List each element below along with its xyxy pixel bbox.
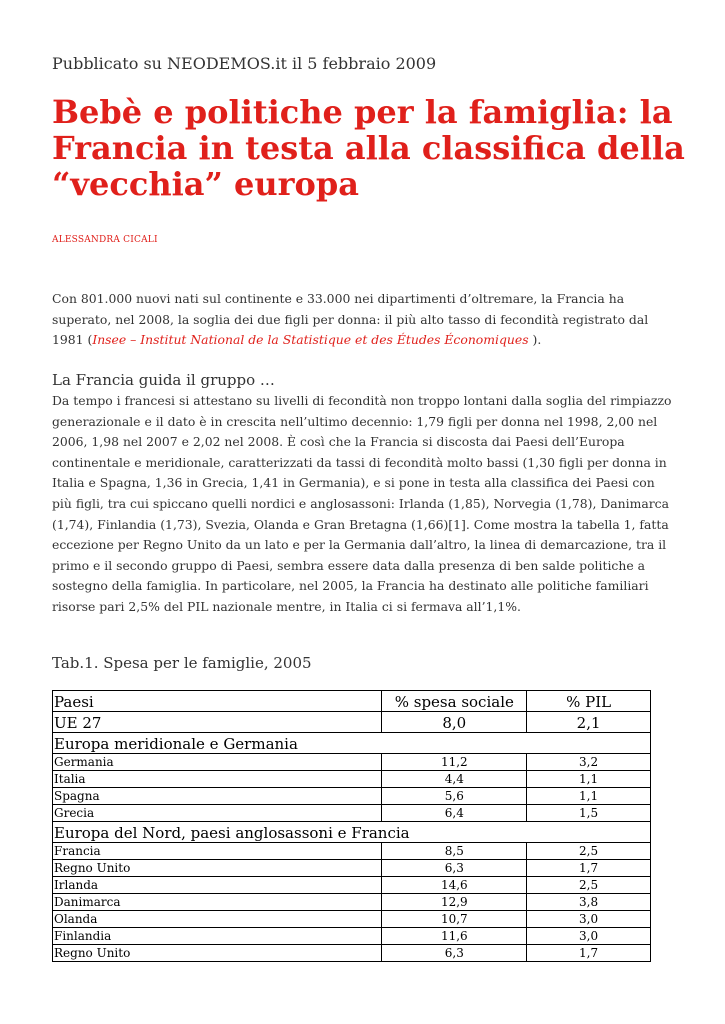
body-paragraph: Da tempo i francesi si attestano su livelli di fecondità non troppo lontani dalla soglia del rimpiazzo generazionale e il dato è in crescita nell’ultimo decennio: 1,79 figli per donna nel 1998, 2,00 nel 2006, 1,98 nel 2007 e 2,02 nel 2008. È così che la Francia si discosta dai Paesi dell’Europa continentale e meridionale, caratterizzati da tassi di fecondità molto bassi (1,30 figli per donna in Italia e Spagna, 1,36 in Grecia, 1,41 in Germania), e si pone in testa alla classifica dei Paesi con più figli, tra cui spiccano quelli nordici e anglosassoni: Irlanda (1,85), Norvegia (1,78), Danimarca (1,74), Finlandia (1,73), Svezia, Olanda e Gran Bretagna (1,66)[1]. Come mostra la tabella 1, fatta eccezione per Regno Unito da un lato e per la Germania dall’altro, la linea di demarcazione, tra il primo e il secondo gruppo di Paesi, sembra essere data dalla presenza di ben salde politiche a sostegno della famiglia. In particolare, nel 2005, la Francia ha destinato alle politiche familiari risorse pari 2,5% del PIL nazionale mentre, in Italia ci si fermava all’1,1%. <box>52 393 672 614</box>
table-cell: 11,2 <box>382 754 527 771</box>
intro-end: ). <box>528 332 542 347</box>
table-cell: 14,6 <box>382 877 527 894</box>
table-cell: Grecia <box>53 805 382 822</box>
insee-source-link[interactable]: Insee – Institut National de la Statistique et des Études Économiques <box>92 332 529 347</box>
table-header-row <box>53 691 651 712</box>
table-row <box>53 894 651 911</box>
table-cell: 2,5 <box>527 877 651 894</box>
table-cell: 12,9 <box>382 894 527 911</box>
table-cell: 5,6 <box>382 788 527 805</box>
author-name[interactable]: ALESSANDRA CICALI <box>52 235 158 245</box>
table-cell: 11,6 <box>382 928 527 945</box>
table-cell: 6,3 <box>382 945 527 962</box>
table-row <box>53 771 651 788</box>
table-cell: 8,5 <box>382 843 527 860</box>
table-row <box>53 928 651 945</box>
group-label-north: Europa del Nord, paesi anglosassoni e Francia <box>53 822 651 843</box>
publication-line: Pubblicato su NEODEMOS.it il 5 febbraio 2009 <box>52 54 437 73</box>
header-cell-spesa: % spesa sociale <box>382 691 527 712</box>
table-cell: Regno Unito <box>53 860 382 877</box>
table-cell: 1,5 <box>527 805 651 822</box>
table-cell: Danimarca <box>53 894 382 911</box>
table-cell: 10,7 <box>382 911 527 928</box>
group-label-row <box>53 822 651 843</box>
table-cell: 6,3 <box>382 860 527 877</box>
table-row <box>53 945 651 962</box>
table-cell: 3,8 <box>527 894 651 911</box>
table-row-ue27 <box>53 712 651 733</box>
intro-paragraph <box>52 289 677 351</box>
table-cell: Irlanda <box>53 877 382 894</box>
group-label-row <box>53 733 651 754</box>
table-cell: UE 27 <box>53 712 382 733</box>
table-cell: 2,1 <box>527 712 651 733</box>
table-cell: Olanda <box>53 911 382 928</box>
table-cell: 2,5 <box>527 843 651 860</box>
table-cell: 6,4 <box>382 805 527 822</box>
table-row <box>53 877 651 894</box>
table-cell: 1,1 <box>527 771 651 788</box>
table-cell: 3,0 <box>527 911 651 928</box>
table-cell: 1,7 <box>527 860 651 877</box>
table-cell: Francia <box>53 843 382 860</box>
table-cell: 3,0 <box>527 928 651 945</box>
table-cell: 1,7 <box>527 945 651 962</box>
table-cell: 4,4 <box>382 771 527 788</box>
table-cell: Spagna <box>53 788 382 805</box>
table-row <box>53 805 651 822</box>
table-cell: 8,0 <box>382 712 527 733</box>
table-caption: Tab.1. Spesa per le famiglie, 2005 <box>52 654 312 672</box>
table-row <box>53 754 651 771</box>
header-cell-paesi: Paesi <box>53 691 382 712</box>
header-cell-pil: % PIL <box>527 691 651 712</box>
table-row <box>53 788 651 805</box>
table-cell: Regno Unito <box>53 945 382 962</box>
table-cell: Italia <box>53 771 382 788</box>
table-cell: 1,1 <box>527 788 651 805</box>
table-cell: Finlandia <box>53 928 382 945</box>
intro-text: Con 801.000 nuovi nati sul continente e 33.000 nei dipartimenti d’oltremare, la Francia ha superato, nel 2008, la soglia dei due figli per donna: il più alto tasso di fecondità registrato dal 1981 ( <box>52 291 649 347</box>
table-row <box>53 911 651 928</box>
family-spending-table <box>52 690 651 962</box>
table-cell: Germania <box>53 754 382 771</box>
table-row <box>53 860 651 877</box>
table-row <box>53 843 651 860</box>
section-heading: La Francia guida il gruppo … <box>52 371 275 389</box>
table-cell: 3,2 <box>527 754 651 771</box>
group-label-south: Europa meridionale e Germania <box>53 733 651 754</box>
article-title: Bebè e politiche per la famiglia: la Francia in testa alla classifica della “vecchia” europa <box>52 93 685 203</box>
